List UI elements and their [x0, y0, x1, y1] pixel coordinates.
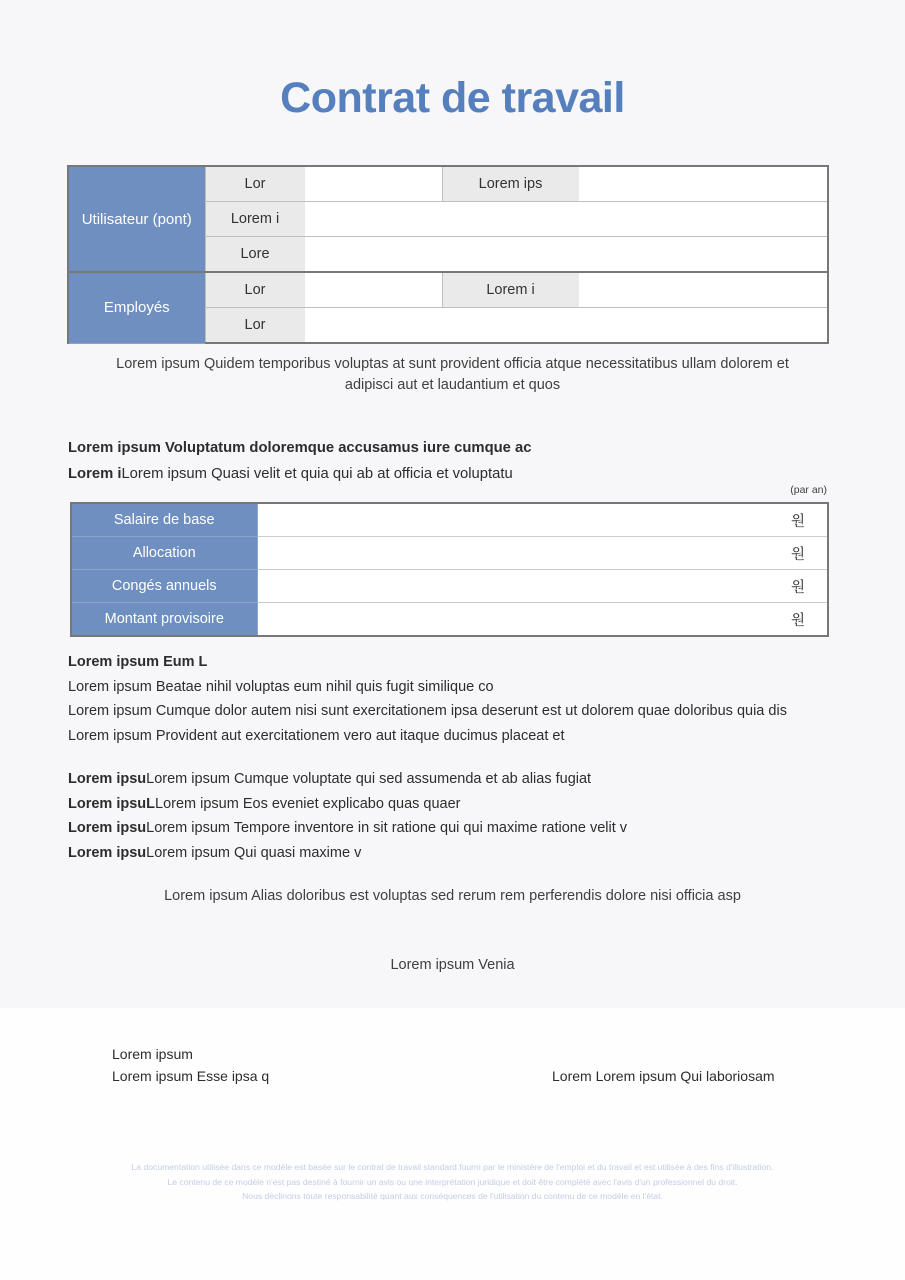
- body-line-rest: Lorem ipsum Eos eveniet explicabo quas quaer: [155, 795, 461, 812]
- body-line: [68, 767, 868, 792]
- signature-right-line1: Lorem Lorem ipsum Qui laboriosam: [552, 1068, 775, 1084]
- body-block-b: [68, 767, 868, 865]
- body-line-bold: Lorem ipsu: [68, 844, 147, 861]
- body-line: [68, 792, 868, 817]
- body-line-rest: Lorem ipsum Tempore inventore in sit ratione qui qui maxime ratione velit v: [146, 820, 628, 836]
- body-line: [68, 699, 868, 724]
- disclaimer-line3: Nous déclinons toute responsabilité quant aux conséquences de l'utilisation du contenu de ce modèle en l'état.: [242, 1191, 663, 1201]
- salary-table-body: [71, 503, 828, 636]
- intro-note: Lorem ipsum Quidem temporibus voluptas at sunt provident officia atque necessitatibus ullam dolorem et adipisci aut et laudantium et quos: [116, 356, 789, 393]
- table-row: [68, 272, 828, 308]
- section2-subheading-rest: Lorem ipsum Quasi velit et quia qui ab at officia et voluptatu: [121, 466, 513, 482]
- body-block-a: [68, 650, 868, 748]
- closing-note: Lorem ipsum Alias doloribus est voluptas sed rerum rem perferendis dolore nisi officia asp: [164, 888, 741, 904]
- field-label: Lore: [205, 237, 305, 273]
- section2-subheading: [68, 466, 513, 482]
- body-line-bold: Lorem ipsu: [68, 820, 147, 836]
- body-line-rest: Lorem ipsum Cumque dolor autem nisi sunt exercitationem ipsa deserunt est ut dolorem quae doloribus quia dis: [68, 703, 787, 719]
- body-line: [68, 650, 868, 675]
- disclaimer-line1: La documentation utilisée dans ce modèle est basée sur le contrat de travail standard fourni par le ministère de l'emploi et du travail et est utilisée à des fins d'illustration.: [131, 1162, 774, 1172]
- field-input-cell[interactable]: [579, 166, 828, 202]
- salary-row-amount[interactable]: 원: [257, 537, 828, 570]
- party-label-employee: Employés: [68, 272, 205, 343]
- party-label-user: Utilisateur (pont): [68, 166, 205, 272]
- field-label-mid: Lorem i: [442, 272, 579, 308]
- field-input-cell[interactable]: [305, 202, 828, 237]
- table-row: [71, 570, 828, 603]
- body-line-bold: Lorem ipsu: [68, 771, 147, 787]
- salary-row-amount[interactable]: 원: [257, 503, 828, 537]
- body-line: [68, 841, 868, 866]
- salary-row-label: Montant provisoire: [71, 603, 257, 637]
- signature-left-line2: Lorem ipsum Esse ipsa q: [112, 1068, 270, 1084]
- salary-row-label: Congés annuels: [71, 570, 257, 603]
- salary-row-amount[interactable]: 원: [257, 570, 828, 603]
- field-input-cell[interactable]: [579, 272, 828, 308]
- body-line-bold: Lorem ipsum Eum L: [68, 654, 208, 670]
- per-year-note: (par an): [790, 484, 827, 496]
- table-row: [71, 503, 828, 537]
- body-line-rest: Lorem ipsum Qui quasi maxime v: [146, 844, 362, 861]
- field-input-cell[interactable]: [305, 166, 442, 202]
- field-input-cell[interactable]: [305, 308, 828, 344]
- page-title: Contrat de travail: [280, 74, 625, 122]
- body-line: [68, 675, 868, 700]
- body-line-rest: Lorem ipsum Provident aut exercitationem vero aut itaque ducimus placeat et: [68, 727, 565, 744]
- salary-row-amount[interactable]: 원: [257, 603, 828, 637]
- field-label-mid: Lorem ips: [442, 166, 579, 202]
- field-input-cell[interactable]: [305, 272, 442, 308]
- disclaimer: [60, 1160, 845, 1204]
- body-line-rest: Lorem ipsum Cumque voluptate qui sed assumenda et ab alias fugiat: [146, 771, 592, 787]
- table-row: [68, 166, 828, 202]
- salary-row-label: Salaire de base: [71, 503, 257, 537]
- table-row: [71, 537, 828, 570]
- field-label: Lorem i: [205, 202, 305, 237]
- field-label: Lor: [205, 308, 305, 344]
- salary-row-label: Allocation: [71, 537, 257, 570]
- body-line-bold: Lorem ipsuL: [68, 795, 156, 812]
- salary-table: [70, 502, 829, 637]
- section2-subheading-bold: Lorem i: [68, 466, 122, 482]
- body-line: [68, 816, 868, 841]
- parties-table: [67, 165, 829, 344]
- date-note: Lorem ipsum Venia: [390, 957, 515, 973]
- signature-block-left: [112, 1043, 269, 1087]
- field-label: Lor: [205, 166, 305, 202]
- signature-left-line1: Lorem ipsum: [112, 1046, 193, 1062]
- section2-heading: Lorem ipsum Voluptatum doloremque accusamus iure cumque ac: [68, 440, 532, 456]
- signature-block-right: [552, 1065, 775, 1087]
- body-line-rest: Lorem ipsum Beatae nihil voluptas eum nihil quis fugit similique co: [68, 678, 494, 695]
- field-label: Lor: [205, 272, 305, 308]
- disclaimer-line2: Le contenu de ce modèle n'est pas destiné à fournir un avis ou une interprétation juridique et doit être complété avec l'avis d'un professionnel du droit.: [167, 1176, 738, 1187]
- parties-table-body: [68, 166, 828, 343]
- table-row: [71, 603, 828, 637]
- field-input-cell[interactable]: [305, 237, 828, 273]
- body-line: [68, 724, 868, 749]
